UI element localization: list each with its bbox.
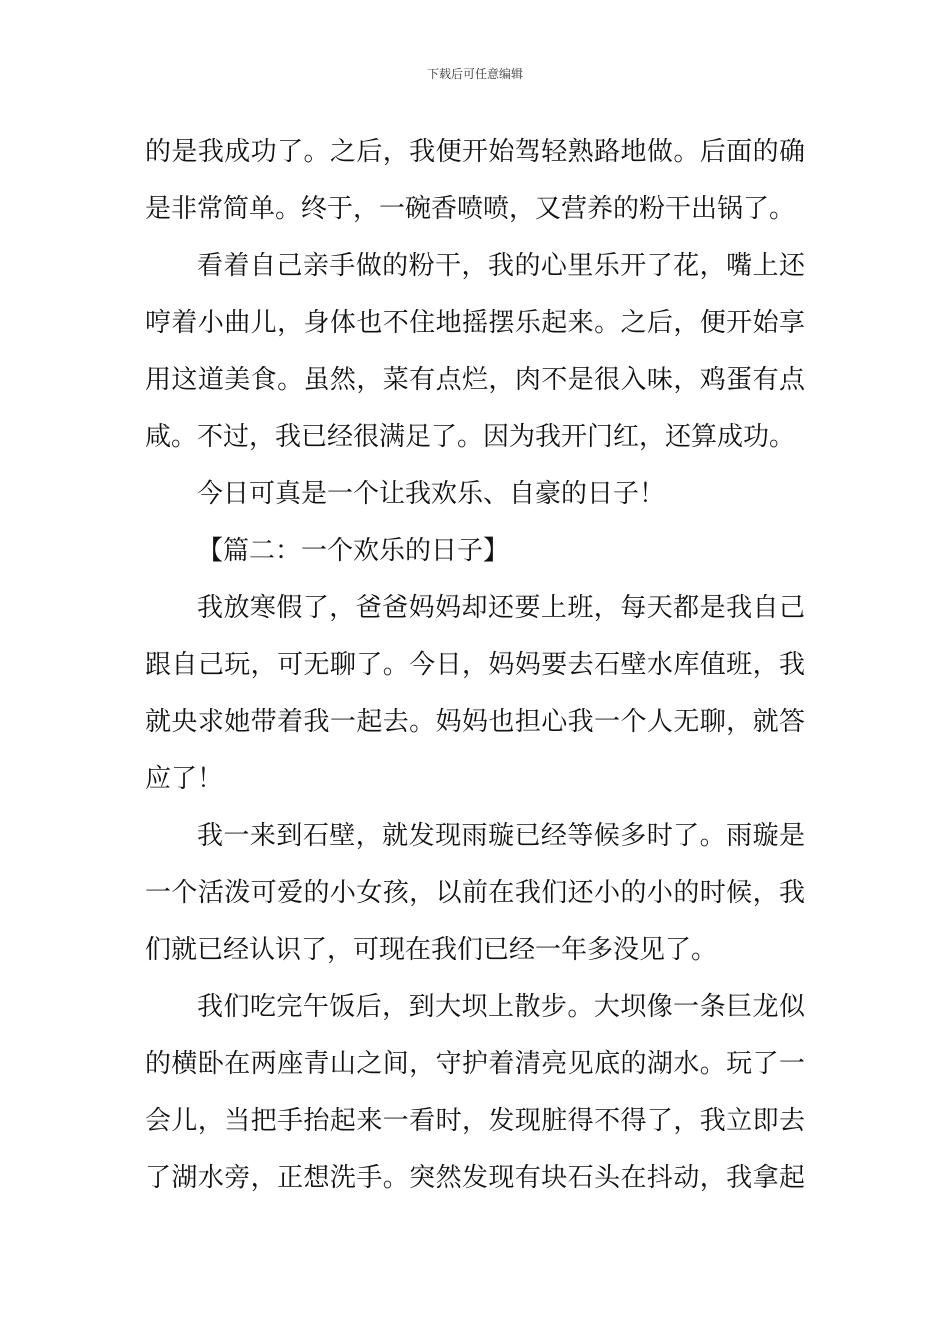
text-line: 了湖水旁，正想洗手。突然发现有块石头在抖动，我拿起: [145, 1163, 805, 1193]
text-line: 们就已经认识了，可现在我们已经一年多没见了。: [145, 935, 718, 965]
text-line: 我们吃完午饭后，到大坝上散步。大坝像一条巨龙似: [197, 992, 805, 1022]
text-line: 我放寒假了，爸爸妈妈却还要上班，每天都是我自己: [197, 593, 805, 623]
text-line: 【篇二：一个欢乐的日子】: [197, 536, 510, 566]
text-line: 看着自己亲手做的粉干，我的心里乐开了花，嘴上还: [197, 251, 805, 281]
page-header: 下载后可任意编辑: [426, 67, 523, 81]
text-line: 咸。不过，我已经很满足了。因为我开门红，还算成功。: [145, 422, 796, 452]
text-line: 会儿，当把手抬起来一看时，发现脏得不得了，我立即去: [145, 1106, 805, 1136]
text-line: 应了！: [145, 764, 224, 794]
text-line: 哼着小曲儿，身体也不住地摇摆乐起来。之后，便开始享: [145, 308, 805, 338]
text-line: 我一来到石壁，就发现雨璇已经等候多时了。雨璇是: [197, 821, 805, 851]
document-body: [145, 124, 805, 1207]
text-line: 用这道美食。虽然，菜有点烂，肉不是很入味，鸡蛋有点: [145, 365, 805, 395]
text-line: 的是我成功了。之后，我便开始驾轻熟路地做。后面的确: [145, 137, 805, 167]
text-line: 的横卧在两座青山之间，守护着清亮见底的湖水。玩了一: [145, 1049, 805, 1079]
text-line: 是非常简单。终于，一碗香喷喷，又营养的粉干出锅了。: [145, 194, 796, 224]
text-line: 一个活泼可爱的小女孩，以前在我们还小的小的时候，我: [145, 878, 805, 908]
text-line: 跟自己玩，可无聊了。今日，妈妈要去石壁水库值班，我: [145, 650, 805, 680]
text-line: 就央求她带着我一起去。妈妈也担心我一个人无聊，就答: [145, 707, 805, 737]
text-line: 今日可真是一个让我欢乐、自豪的日子！: [197, 479, 666, 509]
